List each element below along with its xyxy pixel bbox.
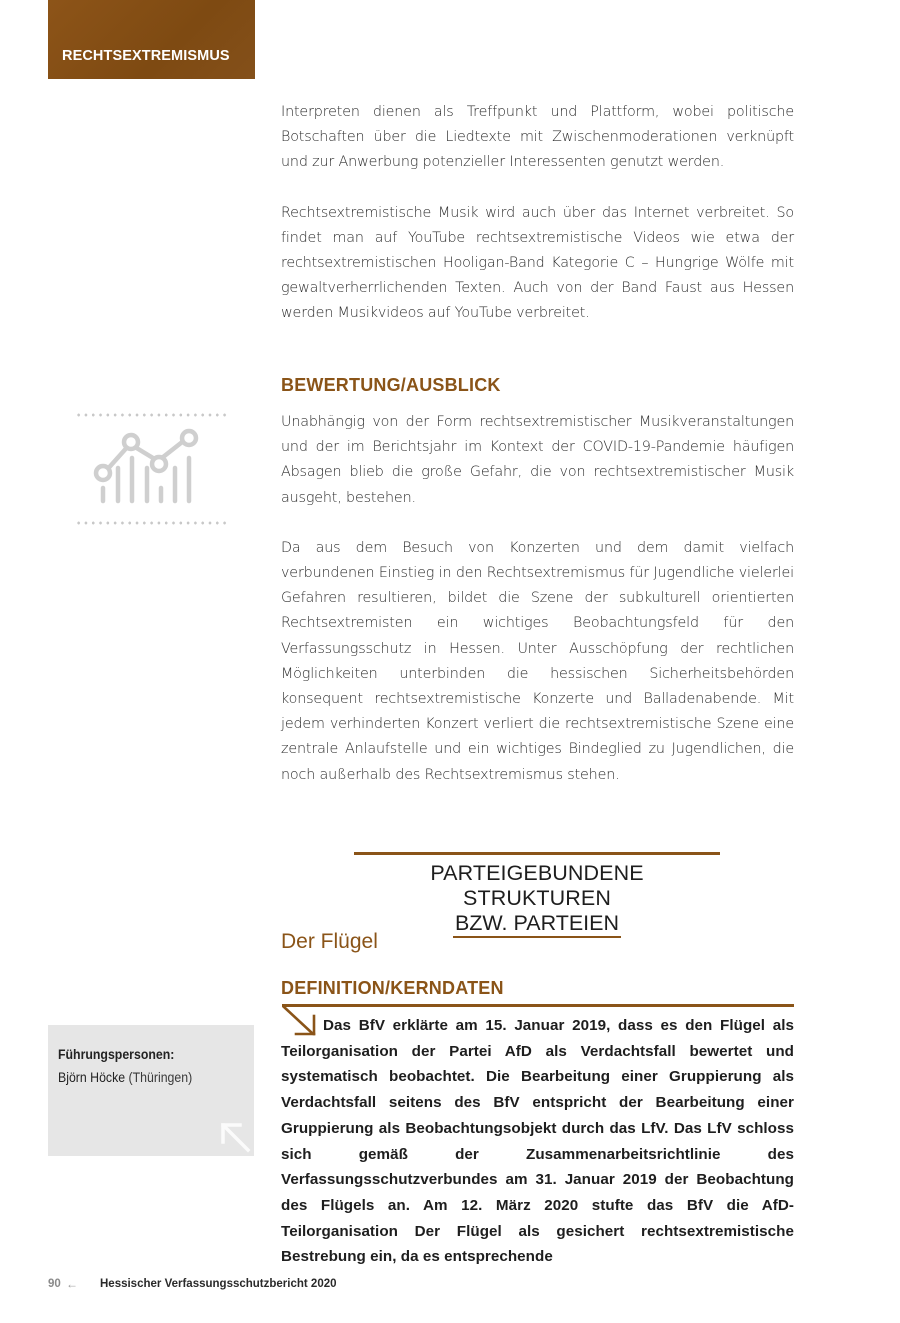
paragraph: Rechtsextremistische Musik wird auch über das Internet verbreitet. So findet man auf YouTube rechtsextremistische Videos wie etwa der rechtsextremistischen Hooligan-Band Kategorie C – Hungrige Wölfe mit gewaltverherrlichenden Texten. Auch von der Band Faust aus Hessen werden Musikvideos auf YouTube verbreitet. [281,204,794,322]
assessment-text [281,410,794,788]
dotted-divider-top [75,413,230,417]
definition-body: Das BfV erklärte am 15. Januar 2019, dass es den Flügel als Teilorganisation der Partei AfD als Verdachtsfall bewertet und systematisch beobachtet. Die Bearbeitung einer Gruppierung als Verdachtsfall seitens des BfV entspricht der Bearbeitung einer Gruppierung als Beobachtungsobjekt durch das LfV. Das LfV schloss sich gemäß der Zusammenarbeitsrichtlinie des Verfassungsschutzverbundes am 31. Januar 2019 der Beobachtung des Flügels an. Am 12. März 2020 stufte das BfV die AfD-Teilorganisation Der Flügel als gesichert rechtsextremistische Bestrebung ein, da es entsprechende [281,1017,794,1266]
intro-text [281,100,794,327]
leaders-info-box [48,1025,254,1156]
paragraph: Interpreten dienen als Treffpunkt und Plattform, wobei politische Botschaften über die Liedtexte mit Zwischenmoderationen verknüpft und zur Anwerbung potenzieller Interessenten genutzt werden. [281,104,794,171]
chapter-title [354,852,720,938]
definition-rule [282,1004,794,1007]
organization-title: Der Flügel [281,930,378,953]
dotted-divider-bottom [75,521,230,525]
assessment-heading: BEWERTUNG/AUSBLICK [281,375,501,395]
leader-name: Björn Höcke [58,1069,126,1085]
paragraph: Da aus dem Besuch von Konzerten und dem damit vielfach verbundenen Einstieg in den Rechtsextremismus für Jugendliche vielerlei Gefahren resultieren, bildet die Szene der subkulturell orientierten Rechtsextremisten ein wichtiges Beobachtungsfeld für den Verfassungsschutz in Hessen. Unter Ausschöpfung der rechtlichen Möglichkeiten unterbinden die hessischen Sicherheitsbehörden konsequent rechtsextremistische Konzerte und Balladenabende. Mit jedem verhinderten Konzert verliert die rechtsextremistische Szene eine zentrale Anlaufstelle und ein wichtiges Bindeglied zu Jugendlichen, die noch außerhalb des Rechtsextremismus stehen. [281,539,794,783]
chapter-title-line2: BZW. PARTEIEN [453,911,621,938]
leader-region: (Thüringen) [128,1069,193,1085]
section-tab [48,0,255,79]
definition-heading: DEFINITION/KERNDATEN [281,978,504,998]
section-tab-label: RECHTSEXTREMISMUS [62,48,230,64]
page-number: 90 [48,1278,61,1290]
leader-entry [58,1069,192,1085]
paragraph: Unabhängig von der Form rechtsextremistischer Musikveranstaltungen und der im Berichtsjahr im Kontext der COVID-19-Pandemie häufigen Absagen blieb die große Gefahr, die von rechtsextremistischer Musik ausgeht, bestehen. [281,414,794,506]
arrow-up-left-icon [218,1120,252,1154]
chapter-title-rule [354,852,720,855]
publication-title: Hessischer Verfassungsschutzbericht 2020 [100,1278,337,1290]
leaders-label: Führungspersonen: [58,1046,175,1062]
definition-text [281,1013,794,1270]
chart-trend-icon [92,428,202,506]
arrow-left-icon: ← [66,1277,78,1291]
chapter-title-line1: PARTEIGEBUNDENE STRUKTUREN [430,861,644,910]
